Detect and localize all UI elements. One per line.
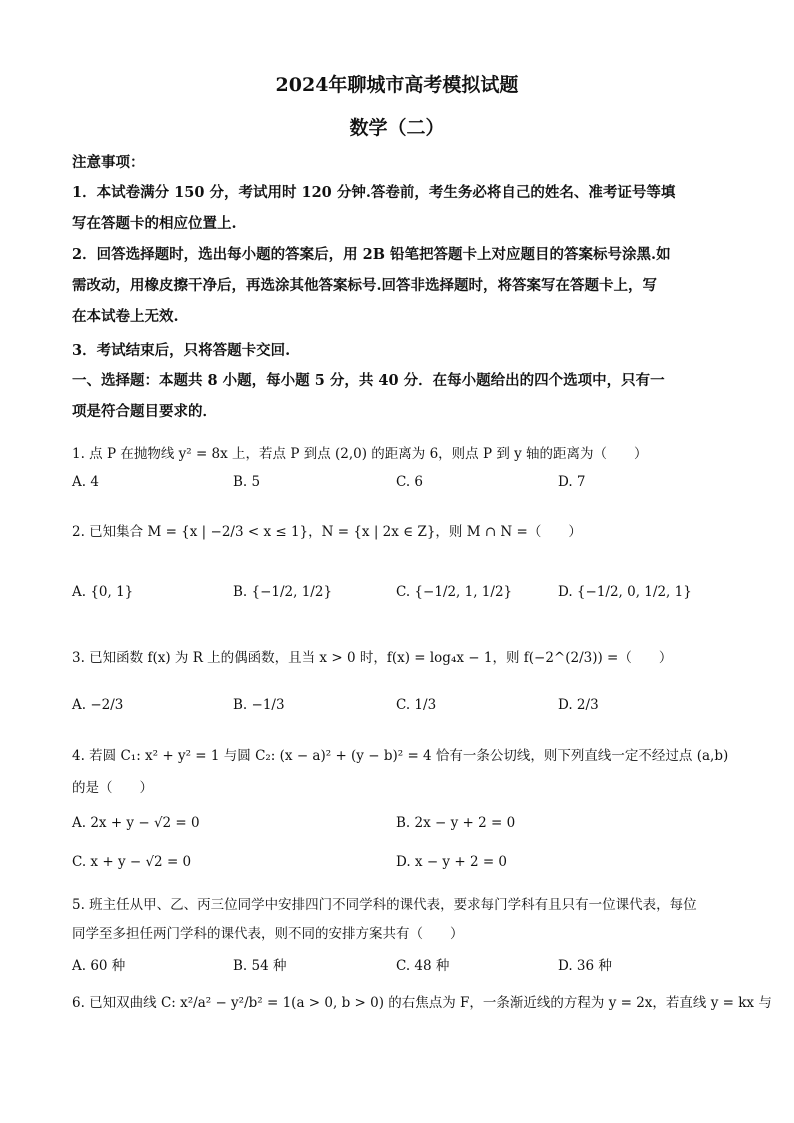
q1-option-b: B. 5	[233, 474, 261, 490]
note-3: 3．考试结束后，只将答题卡交回.	[72, 342, 291, 359]
exam-title: 2024年聊城市高考模拟试题	[275, 74, 519, 96]
exam-subtitle: 数学（二）	[349, 117, 445, 139]
note-2-line-2: 需改动，用橡皮擦干净后，再选涂其他答案标号.回答非选择题时，将答案写在答题卡上，写	[72, 277, 658, 294]
q2-option-b: B. {−1/2, 1/2}	[233, 584, 333, 600]
question-4-line-2: 的是（ ）	[72, 780, 153, 796]
section-heading-line-1: 一、选择题：本题共 8 小题，每小题 5 分，共 40 分．在每小题给出的四个选项中，只有一	[72, 372, 665, 389]
question-2: 2. 已知集合 M = {x | −2/3 < x ≤ 1}，N = {x | 2x ∈ Z}，则 M ∩ N =（ ）	[72, 524, 582, 540]
note-1-line-2: 写在答题卡的相应位置上.	[72, 215, 237, 232]
q2-option-d: D. {−1/2, 0, 1/2, 1}	[558, 584, 692, 600]
q1-option-a: A. 4	[72, 474, 99, 490]
q5-option-d: D. 36 种	[558, 958, 612, 974]
q1-option-d: D. 7	[558, 474, 586, 490]
q3-option-b: B. −1/3	[233, 697, 285, 713]
note-2-line-3: 在本试卷上无效.	[72, 308, 179, 325]
note-1-line-1: 1．本试卷满分 150 分，考试用时 120 分钟.答卷前，考生务必将自己的姓名、准考证号等填	[72, 184, 676, 201]
question-4-line-1: 4. 若圆 C₁: x² + y² = 1 与圆 C₂: (x − a)² + (y − b)² = 4 恰有一条公切线，则下列直线一定不经过点 (a,b)	[72, 748, 729, 764]
question-5-line-2: 同学至多担任两门学科的课代表，则不同的安排方案共有（ ）	[72, 926, 464, 942]
q5-option-b: B. 54 种	[233, 958, 287, 974]
q5-option-a: A. 60 种	[72, 958, 126, 974]
section-heading-line-2: 项是符合题目要求的．	[72, 403, 217, 420]
q5-option-c: C. 48 种	[396, 958, 450, 974]
question-3: 3. 已知函数 f(x) 为 R 上的偶函数，且当 x > 0 时，f(x) = log₄x − 1，则 f(−2^(2/3)) =（ ）	[72, 650, 673, 666]
question-6: 6. 已知双曲线 C: x²/a² − y²/b² = 1(a > 0, b > 0) 的右焦点为 F，一条渐近线的方程为 y = 2x，若直线 y = kx 与	[72, 995, 772, 1011]
q4-option-c: C. x + y − √2 = 0	[72, 854, 192, 870]
q4-option-b: B. 2x − y + 2 = 0	[396, 815, 516, 831]
q3-option-d: D. 2/3	[558, 697, 599, 713]
q4-option-d: D. x − y + 2 = 0	[396, 854, 508, 870]
question-1: 1. 点 P 在抛物线 y² = 8x 上，若点 P 到点 (2,0) 的距离为 6，则点 P 到 y 轴的距离为（ ）	[72, 446, 648, 462]
q4-option-a: A. 2x + y − √2 = 0	[72, 815, 200, 831]
note-2-line-1: 2．回答选择题时，选出每小题的答案后，用 2B 铅笔把答题卡上对应题目的答案标号涂黑.如	[72, 246, 671, 263]
q2-option-a: A. {0, 1}	[72, 584, 134, 600]
q3-option-a: A. −2/3	[72, 697, 124, 713]
notes-heading: 注意事项：	[72, 154, 145, 171]
question-5-line-1: 5. 班主任从甲、乙、丙三位同学中安排四门不同学科的课代表，要求每门学科有且只有一位课代表，每位	[72, 897, 697, 913]
q1-option-c: C. 6	[396, 474, 424, 490]
q2-option-c: C. {−1/2, 1, 1/2}	[396, 584, 513, 600]
q3-option-c: C. 1/3	[396, 697, 437, 713]
